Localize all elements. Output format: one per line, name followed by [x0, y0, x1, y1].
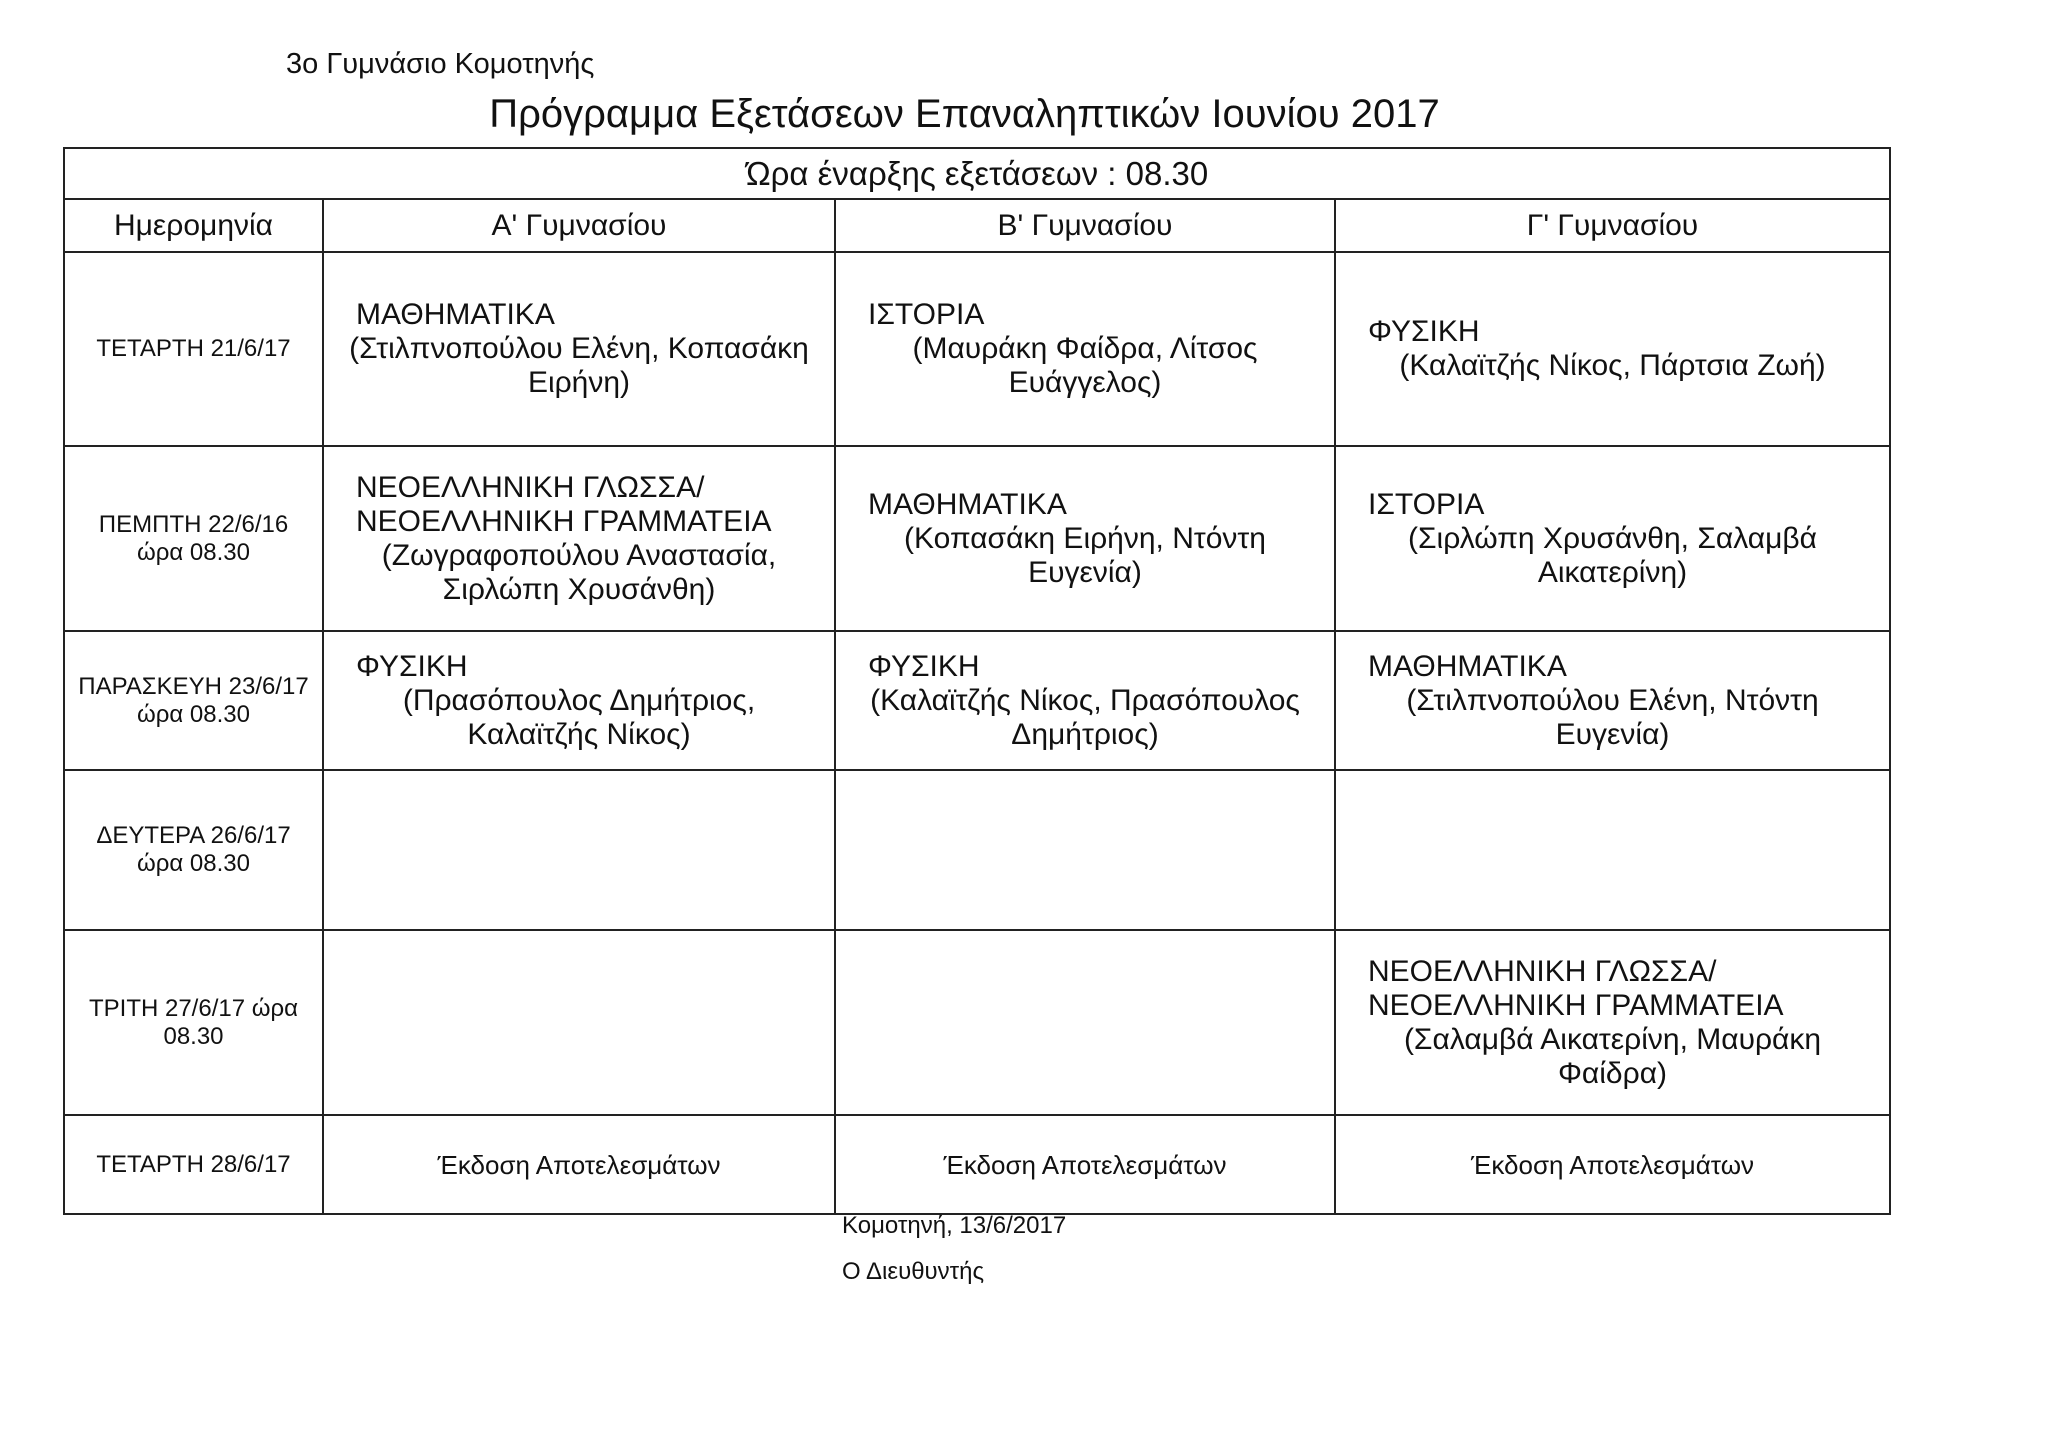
exam-teachers: (Κοπασάκη Ειρήνη, Ντόντη Ευγενία) — [904, 521, 1266, 589]
exam-subject: ΙΣΤΟΡΙΑ — [1368, 487, 1485, 521]
exam-cell-class-c — [1335, 446, 1890, 631]
exam-cell-class-b — [835, 631, 1335, 770]
exam-teachers: (Μαυράκη Φαίδρα, Λίτσος Ευάγγελος) — [912, 332, 1258, 399]
signature-line: Ο Διευθυντής — [842, 1258, 985, 1285]
document-title: Πρόγραμμα Εξετάσεων Επαναληπτικών Ιουνίου 2017 — [489, 92, 1440, 136]
exam-teachers: (Πρασόπουλος Δημήτριος, Καλαϊτζής Νίκος) — [402, 683, 756, 751]
exam-cell-class-a — [323, 631, 835, 770]
exam-teachers: (Σιρλώπη Χρυσάνθη, Σαλαμβά Αικατερίνη) — [1408, 521, 1817, 589]
exam-cell-class-c — [1335, 930, 1890, 1115]
exam-teachers: (Καλαϊτζής Νίκος, Πάρτσια Ζωή) — [1399, 349, 1826, 382]
exam-cell-class-b — [835, 770, 1335, 930]
start-time-cell: Ώρα έναρξης εξετάσεων : 08.30 — [64, 148, 1890, 199]
exam-teachers: (Ζωγραφοπούλου Αναστασία, Σιρλώπη Χρυσάνθη) — [381, 538, 777, 606]
exam-schedule-table — [63, 147, 1891, 1215]
header-date: Ημερομηνία — [64, 199, 323, 252]
header-class-b: Β' Γυμνασίου — [835, 199, 1335, 252]
start-time-row — [64, 148, 1890, 199]
date-cell: ΠΑΡΑΣΚΕΥΗ 23/6/17 ώρα 08.30 — [64, 631, 323, 770]
date-cell: ΤΡΙΤΗ 27/6/17 ώρα 08.30 — [64, 930, 323, 1115]
table-row — [64, 252, 1890, 446]
exam-subject: ΜΑΘΗΜΑΤΙΚΑ — [356, 298, 555, 331]
header-class-a: Α' Γυμνασίου — [323, 199, 835, 252]
results-cell-class-c: Έκδοση Αποτελεσμάτων — [1335, 1115, 1890, 1214]
exam-cell-class-b — [835, 252, 1335, 446]
exam-teachers: (Σαλαμβά Αικατερίνη, Μαυράκη Φαίδρα) — [1403, 1022, 1822, 1090]
exam-subject: ΦΥΣΙΚΗ — [356, 649, 468, 683]
exam-teachers: (Καλαϊτζής Νίκος, Πρασόπουλος Δημήτριος) — [870, 683, 1300, 751]
table-row — [64, 631, 1890, 770]
exam-cell-class-b — [835, 446, 1335, 631]
results-row — [64, 1115, 1890, 1214]
exam-cell-class-c — [1335, 770, 1890, 930]
results-cell-class-a: Έκδοση Αποτελεσμάτων — [323, 1115, 835, 1214]
header-class-c: Γ' Γυμνασίου — [1335, 199, 1890, 252]
exam-cell-class-b — [835, 930, 1335, 1115]
exam-subject: ΦΥΣΙΚΗ — [868, 649, 980, 683]
exam-cell-class-c — [1335, 252, 1890, 446]
exam-cell-class-a — [323, 770, 835, 930]
exam-subject: ΜΑΘΗΜΑΤΙΚΑ — [1368, 649, 1567, 683]
date-cell: ΔΕΥΤΕΡΑ 26/6/17 ώρα 08.30 — [64, 770, 323, 930]
exam-subject: ΦΥΣΙΚΗ — [1368, 315, 1480, 348]
date-cell: ΤΕΤΑΡΤΗ 21/6/17 — [64, 252, 323, 446]
date-cell: ΤΕΤΑΡΤΗ 28/6/17 — [64, 1115, 323, 1214]
place-and-date: Κομοτηνή, 13/6/2017 — [842, 1212, 1067, 1239]
exam-teachers: (Στιλπνοπούλου Ελένη, Ντόντη Ευγενία) — [1406, 683, 1819, 751]
exam-subject: ΜΑΘΗΜΑΤΙΚΑ — [868, 487, 1067, 521]
table-row — [64, 930, 1890, 1115]
exam-cell-class-a — [323, 446, 835, 631]
exam-cell-class-a — [323, 252, 835, 446]
exam-teachers: (Στιλπνοπούλου Ελένη, Κοπασάκη Ειρήνη) — [349, 332, 809, 399]
table-row — [64, 770, 1890, 930]
exam-subject: ΝΕΟΕΛΛΗΝΙΚΗ ΓΛΩΣΣΑ/ ΝΕΟΕΛΛΗΝΙΚΗ ΓΡΑΜΜΑΤΕΙΑ — [1368, 954, 1784, 1022]
exam-subject: ΝΕΟΕΛΛΗΝΙΚΗ ΓΛΩΣΣΑ/ ΝΕΟΕΛΛΗΝΙΚΗ ΓΡΑΜΜΑΤΕΙΑ — [356, 470, 772, 538]
header-row — [64, 199, 1890, 252]
exam-cell-class-c — [1335, 631, 1890, 770]
table-row — [64, 446, 1890, 631]
date-cell: ΠΕΜΠΤΗ 22/6/16 ώρα 08.30 — [64, 446, 323, 631]
results-cell-class-b: Έκδοση Αποτελεσμάτων — [835, 1115, 1335, 1214]
exam-subject: ΙΣΤΟΡΙΑ — [868, 298, 985, 331]
school-name: 3ο Γυμνάσιο Κομοτηνής — [286, 48, 595, 80]
exam-cell-class-a — [323, 930, 835, 1115]
